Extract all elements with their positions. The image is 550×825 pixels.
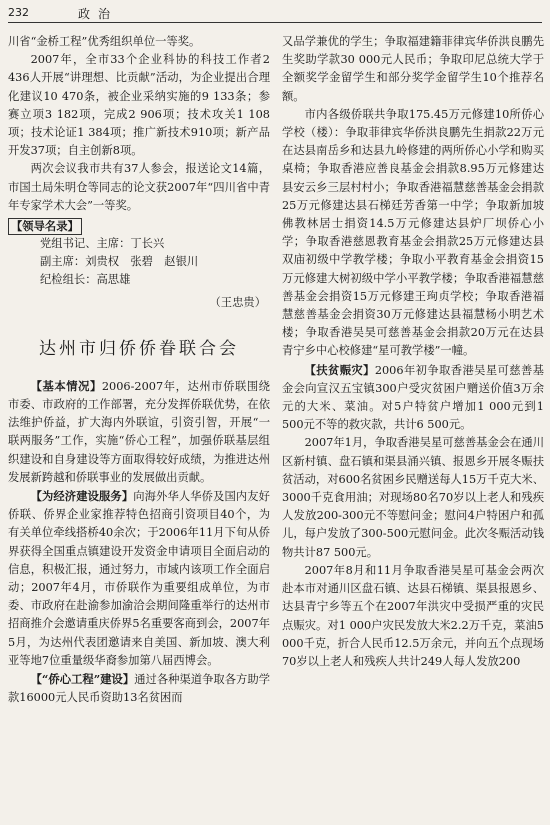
leader-line: 纪检组长：高思雄	[40, 273, 131, 287]
section-heading: 【扶贫赈灾】	[304, 362, 375, 377]
paragraph: 又品学兼优的学生；争取福建籍菲律宾华侨洪良鹏先生奖助学款30 000元人民币；争取印尼总统大学于全额奖学金留学生和部分奖学金留学生10个推荐名额。	[282, 35, 544, 103]
article-title: 达州市归侨侨眷联合会	[39, 338, 239, 359]
leaders-heading: 【领导名录】	[8, 218, 82, 235]
paragraph: 川省“金桥工程”优秀组织单位一等奖。	[8, 35, 201, 48]
author-signature: （王忠贵）	[209, 295, 266, 309]
paragraph	[8, 487, 270, 670]
paragraph: 2007年8月和11月争取香港吴星可基金会两次赴本市对通川区盘石镇、达县石梯镇、渠县报恩乡、达县青宁乡等五个在2007年洪灾中受损严重的灾民点赈灾。对1 000户灾民发放大米2.2万千克，菜油5 000千克，折合人民币12.5万余元，并向五个点现场70岁以上老人和残疾人共计249人每人发放200	[282, 563, 544, 668]
right-column	[282, 33, 544, 671]
section-heading: 【“侨心工程”建设】	[30, 672, 135, 687]
paragraph	[8, 377, 270, 487]
section-text: 2006-2007年，达州市侨联围绕市委、市政府的工作部署，充分发挥侨联优势，在依法维护侨益，扩大海内外联谊，引资引智，开展“一联两服务”工作，实施“侨心工程”，加强侨联基层组织建设和自身建设等方面取得较好成绩，为推进达州发展新跨越和侨联事业的发展做出贡献。	[8, 379, 270, 484]
section-text: 通过各种渠道争取各方助学款16000元人民币资助13名贫困而	[8, 673, 270, 705]
leader-line: 副主席：刘贵权 张碧 赵银川	[40, 255, 199, 269]
paragraph: 两次会议我市共有37人参会，报送论文14篇，市国土局朱明仓等同志的论文获2007年“四川省中青年专家学术大会”一等奖。	[8, 162, 270, 212]
page-number: 232	[8, 6, 29, 19]
section-text: 2006年初争取香港吴星可慈善基金会向宣汉五宝镇300户受灾贫困户赠送价值3万余元的大米、菜油。对5户特贫户增加1 000元到1 500元不等的救灾款，共计6 500元。	[282, 363, 544, 432]
paragraph: 2007年1月，争取香港吴星可慈善基金会在通川区新村镇、盘石镇和渠县涌兴镇、报恩乡开展冬赈扶贫活动，对600名贫困乡民赠送每人15万千克大米、3000千克食用油；对现场80名70岁以上老人和残疾人发放200-300元不等慰问金；慰问4户特困户和孤儿，每户发放了300-500元慰问金。此次冬赈活动钱物共计87 500元。	[282, 436, 544, 559]
leader-line: 党组书记、主席：丁长兴	[40, 237, 165, 251]
paragraph: 市内各级侨联共争取175.45万元修建10所侨心学校（楼）：争取菲律宾华侨洪良鹏先生捐款22万元在达县南岳乡和达县九岭修建的两所侨心小学和购买桌椅；争取香港应善良基金会捐款8.95万元修建达县安云乡三层村村小；争取香港福慧慈善基金会捐款25万元修建达县石梯廷芳香第一中学；争取新加坡佛教林居士捐资14.5万元修建达县炉厂坝侨心小学；争取香港慈恩教育基金会捐款25万元修建达县双庙初级中学教学楼；争取小平教育基金会捐资15万元修建大树初级中学小平教学楼；争取香港福慧慈善基金会捐资15万元修建王珣贞学校；争取香港福慧慈善基金会捐资30万元修建达县福慧杨小明艺术楼；争取香港吴昊可慈善基金会捐款20万元在达县青宁乡中心校修建“星可教学楼”一幢。	[282, 107, 544, 358]
leaders-block	[8, 215, 270, 235]
paragraph	[282, 361, 544, 435]
section-title: 政治	[78, 7, 119, 21]
section-text: 向海外华人华侨及国内友好侨联、侨界企业家推荐特色招商引资项目40个，为有关单位牵线搭桥40余次；于2006年11月下旬从侨界获得全国重点镇建设开发资金申请项目全面启动的信息，积极汇报，通过努力，市域内该项工作全面启动；2007年4月，市侨联作为重要组成单位，为市委、市政府在赴渝参加渝洽会期间隆重举行的达州市招商推介会邀请重庆侨界5名重要客商到会，2007年5月，为达州代表团邀请来自美国、新加坡、澳大利亚等地7位重量级华裔参加第八届西博会。	[8, 490, 270, 667]
paragraph	[8, 670, 270, 707]
left-column	[8, 33, 270, 708]
page-header	[8, 4, 542, 23]
section-heading: 【基本情况】	[30, 378, 102, 393]
paragraph: 2007年，全市33个企业科协的科技工作者2 436人开展“讲理想、比贡献”活动，为企业提出合理化建议10 470条，被企业采纳实施的9 133条；参赛立项3 182项，完成2 906项；技术攻关1 108项；技术论证1 384项；推广新技术910项；新产品开发37项；自主创新8项。	[8, 53, 270, 158]
section-heading: 【为经济建设服务】	[30, 489, 134, 504]
